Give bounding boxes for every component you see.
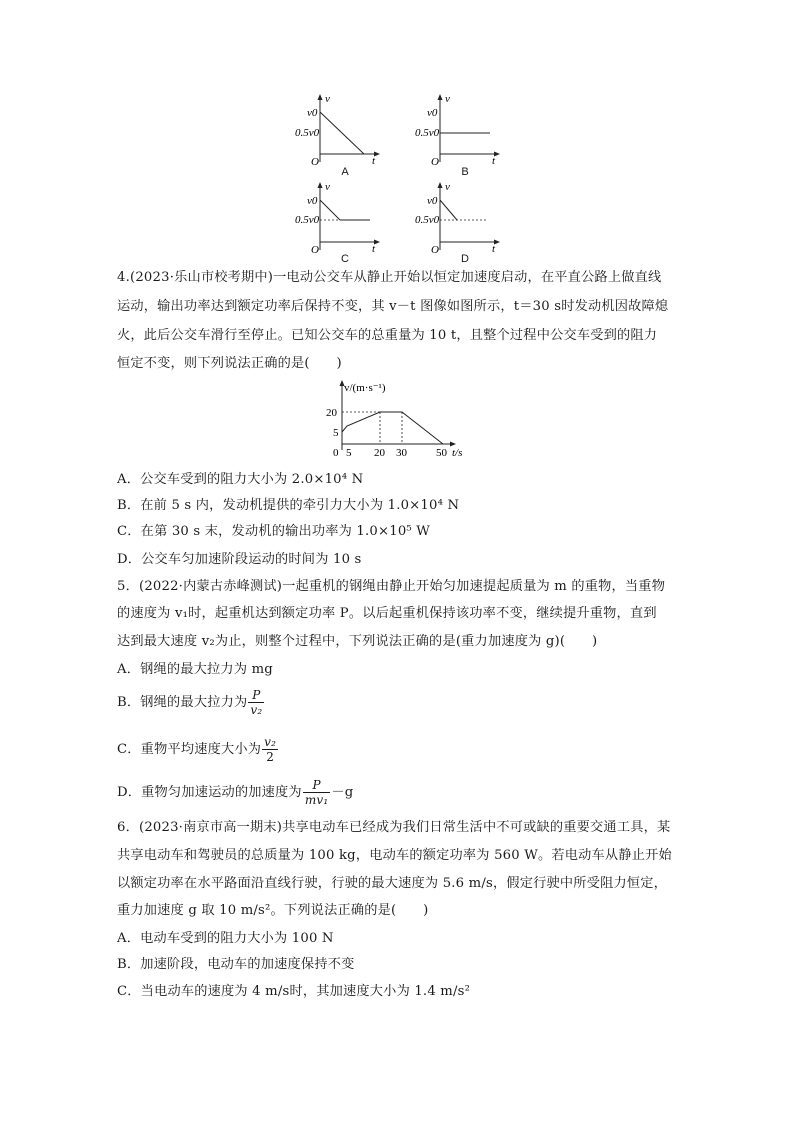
graph-d-v0-label: v0: [427, 195, 438, 207]
q5-option-c-den: 2: [266, 750, 275, 764]
graph-a-v-label: v: [325, 93, 330, 105]
q4-vt-line: [342, 412, 443, 444]
q4-xtick-30: 30: [396, 447, 407, 459]
q5-line-2: 的速度为 v₁时，起重机达到额定功率 P。以后起重机保持该功率不变，继续提升重物，直到: [117, 606, 657, 621]
graph-d-v-label: v: [445, 181, 450, 193]
q6-line-3: 以额定功率在水平路面沿直线行驶，行驶的最大速度为 5.6 m/s，假定行驶中所受阻力恒定，: [117, 876, 668, 891]
q5-option-d: [117, 778, 353, 807]
q6-option-c: C．当电动车的速度为 4 m/s时，其加速度大小为 1.4 m/s²: [117, 984, 471, 999]
graph-c-caption: C: [341, 253, 349, 265]
q4-xlabel: t/s: [452, 447, 463, 459]
q5-option-c-num: v₂: [264, 735, 277, 749]
q4-vt-graph: [322, 378, 482, 458]
graph-b-half-label: 0.5v0: [415, 127, 440, 139]
graph-c-v0-label: v0: [307, 195, 318, 207]
q5-option-b-text: B．钢绳的最大拉力为: [117, 695, 248, 710]
q6-option-b: B．加速阶段，电动车的加速度保持不变: [117, 957, 355, 972]
q5-option-b: [117, 688, 265, 717]
graph-a-v0-label: v0: [307, 107, 318, 119]
graph-b-t-label: t: [492, 155, 496, 167]
q5-option-d-den: mv₁: [304, 793, 329, 807]
q5-option-d-text: D．重物匀加速运动的加速度为: [117, 785, 302, 800]
q4-ylabel: v/(m·s⁻¹): [344, 382, 386, 394]
q4-xtick-50: 50: [436, 447, 447, 459]
q5-line-3: 达到最大速度 v₂为止，则整个过程中，下列说法正确的是(重力加速度为 g)( ): [117, 634, 598, 649]
graph-a: [290, 92, 380, 167]
graph-d-origin: O: [431, 244, 439, 256]
graph-a-t-label: t: [372, 155, 376, 167]
q4-ytick-0: 0: [333, 447, 339, 459]
q5-option-d-num: P: [303, 778, 331, 793]
q4-option-b: B．在前 5 s 内，发动机提供的牵引力大小为 1.0×10⁴ N: [117, 498, 460, 513]
q5-option-b-num: P: [248, 688, 264, 703]
graph-c-half-label: 0.5v0: [295, 214, 320, 226]
q6-option-a: A．电动车受到的阻力大小为 100 N: [117, 931, 334, 946]
graph-b-origin: O: [431, 156, 439, 168]
graph-b-svg: [410, 92, 500, 167]
graph-b: [410, 92, 500, 167]
q4-line-1: 4.(2023·乐山市校考期中)一电动公交车从静止开始以恒定加速度启动，在平直公路上做直线: [117, 270, 662, 285]
graph-d: [410, 180, 500, 255]
q4-line-3: 火，此后公交车滑行至停止。已知公交车的总重量为 10 t，且整个过程中公交车受到的阻力: [117, 328, 658, 343]
graph-d-svg: [410, 180, 500, 255]
q5-option-c-fraction: [262, 735, 278, 764]
graph-c: [290, 180, 380, 255]
q6-line-4: 重力加速度 g 取 10 m/s²。下列说法正确的是( ): [117, 903, 429, 918]
q4-vt-svg: [322, 378, 482, 458]
graph-d-slope: [440, 200, 457, 220]
graph-b-v-label: v: [445, 93, 450, 105]
q5-line-1: 5．(2022·内蒙古赤峰测试)一起重机的钢绳由静止开始匀加速提起质量为 m 的重物，当重物: [117, 579, 666, 594]
graph-a-half-label: 0.5v0: [295, 127, 320, 139]
graph-b-caption: B: [461, 166, 469, 178]
q4-line-4: 恒定不变，则下列说法正确的是( ): [117, 356, 342, 371]
q4-option-c: C．在第 30 s 末，发动机的输出功率为 1.0×10⁵ W: [117, 524, 431, 539]
q5-option-d-tail: －g: [331, 785, 354, 800]
q5-option-a: A．钢绳的最大拉力为 mg: [117, 662, 273, 677]
q4-line-2: 运动，输出功率达到额定功率后保持不变，其 v－t 图像如图所示，t＝30 s时发动机因故障熄: [117, 299, 669, 314]
q4-option-d: D．公交车匀加速阶段运动的时间为 10 s: [117, 552, 362, 567]
graph-d-t-label: t: [492, 243, 496, 255]
graph-d-caption: D: [461, 253, 469, 265]
q6-line-2: 共享电动车和驾驶员的总质量为 100 kg，电动车的额定功率为 560 W。若电动车从静止开始: [117, 848, 672, 863]
graph-a-line: [320, 112, 364, 154]
q4-xtick-5: 5: [346, 447, 352, 459]
graph-c-slope: [320, 200, 340, 220]
q4-xtick-20: 20: [374, 447, 385, 459]
graph-c-v-label: v: [325, 181, 330, 193]
q5-option-b-fraction: [248, 688, 264, 717]
graph-a-caption: A: [341, 166, 349, 178]
q4-ytick-20: 20: [326, 407, 337, 419]
q4-ytick-5: 5: [333, 427, 339, 439]
q5-option-d-fraction: [303, 778, 331, 807]
q6-line-1: 6．(2023·南京市高一期末)共享电动车已经成为我们日常生活中不可或缺的重要交通工具，某: [117, 820, 671, 835]
q5-option-c-text: C．重物平均速度大小为: [117, 742, 262, 757]
q4-option-a: A．公交车受到的阻力大小为 2.0×10⁴ N: [117, 472, 364, 487]
graph-a-origin: O: [311, 156, 319, 168]
graph-c-svg: [290, 180, 380, 255]
graph-a-svg: [290, 92, 380, 167]
q5-option-c: [117, 735, 279, 764]
graph-c-origin: O: [311, 244, 319, 256]
q5-option-b-den: v₂: [250, 703, 263, 717]
graph-c-t-label: t: [372, 243, 376, 255]
graph-b-v0-label: v0: [427, 107, 438, 119]
graph-d-half-label: 0.5v0: [415, 214, 440, 226]
